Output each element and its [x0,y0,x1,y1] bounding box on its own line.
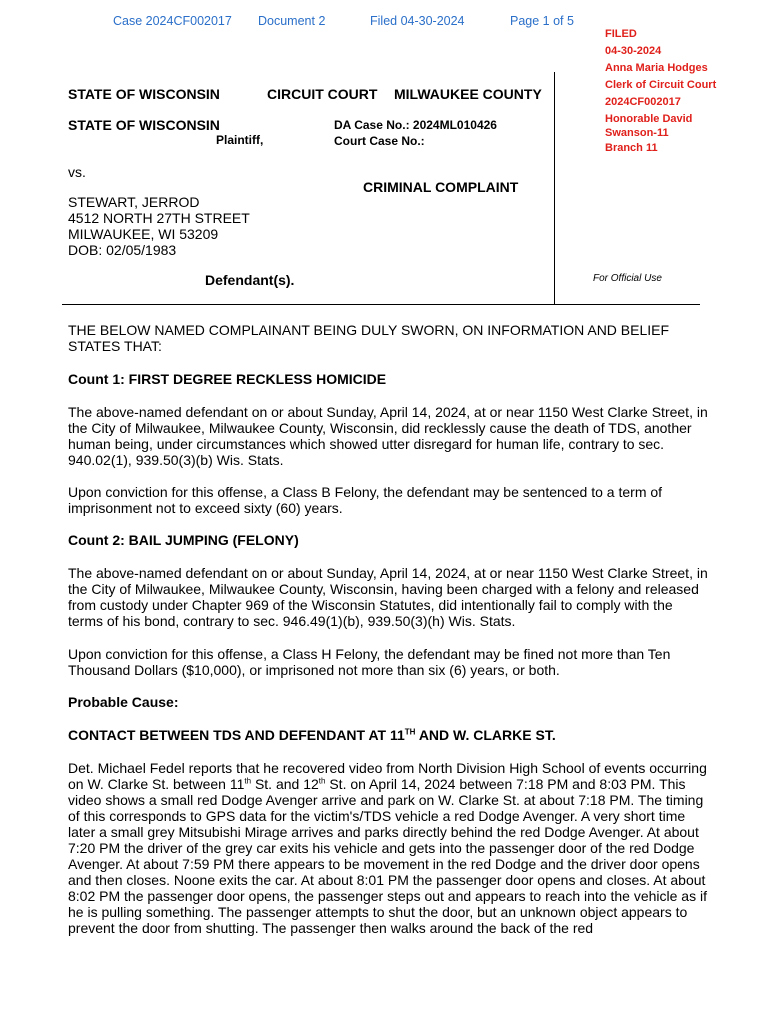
defendant-city: MILWAUKEE, WI 53209 [68,226,219,242]
stamp-clerk-title: Clerk of Circuit Court [605,79,717,91]
plaintiff-label: Plaintiff, [216,133,264,147]
count1-penalty: Upon conviction for this offense, a Class B Felony, the defendant may be sentenced to a term of imprisonment not to exceed sixty (60) years. [68,484,663,516]
filing-stamp [605,26,716,157]
stamp-judge-line1: Honorable David [605,113,693,125]
narrative-sup1: th [244,776,252,786]
probable-cause-heading: Probable Cause: [68,694,179,710]
contact-heading-a: CONTACT BETWEEN TDS AND DEFENDANT AT 11 [68,727,405,743]
filed-date-header: Filed 04-30-2024 [370,14,465,28]
stamp-date: 04-30-2024 [605,45,662,57]
narrative-sup2: th [318,776,326,786]
caption-state: STATE OF WISCONSIN [68,86,220,102]
official-use-label: For Official Use [593,273,662,284]
caption-divider-vertical [554,72,555,304]
intro-statement: THE BELOW NAMED COMPLAINANT BEING DULY SWORN, ON INFORMATION AND BELIEF STATES THAT: [68,322,670,354]
da-case-number: DA Case No.: 2024ML010426 [334,118,497,132]
document-title: CRIMINAL COMPLAINT [363,179,519,195]
defendant-label: Defendant(s). [205,272,295,288]
stamp-branch: Branch 11 [605,142,658,154]
count2-penalty: Upon conviction for this offense, a Class H Felony, the defendant may be fined not more than Ten Thousand Dollars ($10,000), or imprisoned not more than six (6) years, or both. [68,646,671,678]
complaint-body [68,322,708,936]
stamp-clerk-name: Anna Maria Hodges [605,62,708,74]
page-number-header: Page 1 of 5 [510,14,574,28]
defendant-name: STEWART, JERROD [68,194,200,210]
defendant-block [68,194,250,258]
contact-heading [68,727,708,743]
defendant-dob: DOB: 02/05/1983 [68,242,177,258]
narrative-b: St. and 12 [251,776,319,792]
stamp-case-no: 2024CF002017 [605,96,681,108]
caption-divider-horizontal [62,304,700,305]
narrative-paragraph [68,760,708,936]
contact-heading-b: AND W. CLARKE ST. [415,727,556,743]
document-number-header: Document 2 [258,14,326,28]
stamp-filed: FILED [605,28,637,40]
count2-text: The above-named defendant on or about Sunday, April 14, 2024, at or near 1150 West Clarke Street, in the City of Milwaukee, Milwaukee County, Wisconsin, having been charged with a felony and released from custody under Chapter 969 of the Wisconsin Statutes, did intentionally fail to comply with the terms of his bond, contrary to sec. 946.49(1)(b), 939.50(3)(h) Wis. Stats. [68,565,708,629]
count1-text: The above-named defendant on or about Sunday, April 14, 2024, at or near 1150 West Clarke Street, in the City of Milwaukee, Milwaukee County, Wisconsin, did recklessly cause the death of TDS, another human being, under circumstances which showed utter disregard for human life, contrary to sec. 940.02(1), 939.50(3)(b) Wis. Stats. [68,404,708,468]
count1-heading: Count 1: FIRST DEGREE RECKLESS HOMICIDE [68,371,387,387]
case-number-header: Case 2024CF002017 [113,14,232,28]
plaintiff-name: STATE OF WISCONSIN [68,117,220,133]
contact-heading-sup: TH [404,727,416,737]
caption-county: MILWAUKEE COUNTY [394,86,542,102]
caption-court: CIRCUIT COURT [267,86,378,102]
stamp-judge-line2: Swanson-11 [605,127,669,139]
court-case-number: Court Case No.: [334,134,425,148]
count2-heading: Count 2: BAIL JUMPING (FELONY) [68,532,299,548]
versus-label: vs. [68,164,86,180]
narrative-c: St. on April 14, 2024 between 7:18 PM and 8:03 PM. This video shows a small red Dodge Avenger arrive and park on W. Clarke St. at about 7:18 PM. The timing of this corresponds to GPS data for the victim's/TDS vehicle a red Dodge Avenger. A very short time later a small grey Mitsubishi Mirage arrives and parks directly behind the red Dodge Avenger. At about 7:20 PM the driver of the grey car exits his vehicle and gets into the passenger door of the red Dodge Avenger. At about 7:59 PM there appears to be movement in the red Dodge and the driver door opens and then closes. Noone exits the car. At about 8:01 PM the passenger door opens and closes. At about 8:02 PM the passenger door opens, the passenger steps out and appears to reach into the vehicle as if he is pulling something. The passenger attempts to shut the door, but an unknown object appears to prevent the door from shutting. The passenger then walks around the back of the red [68,776,707,936]
defendant-street: 4512 NORTH 27TH STREET [68,210,250,226]
narrative-a: Det. Michael Fedel reports that he recovered video from North Division High School of events occurring on W. Clarke St. between 11 [68,760,707,792]
